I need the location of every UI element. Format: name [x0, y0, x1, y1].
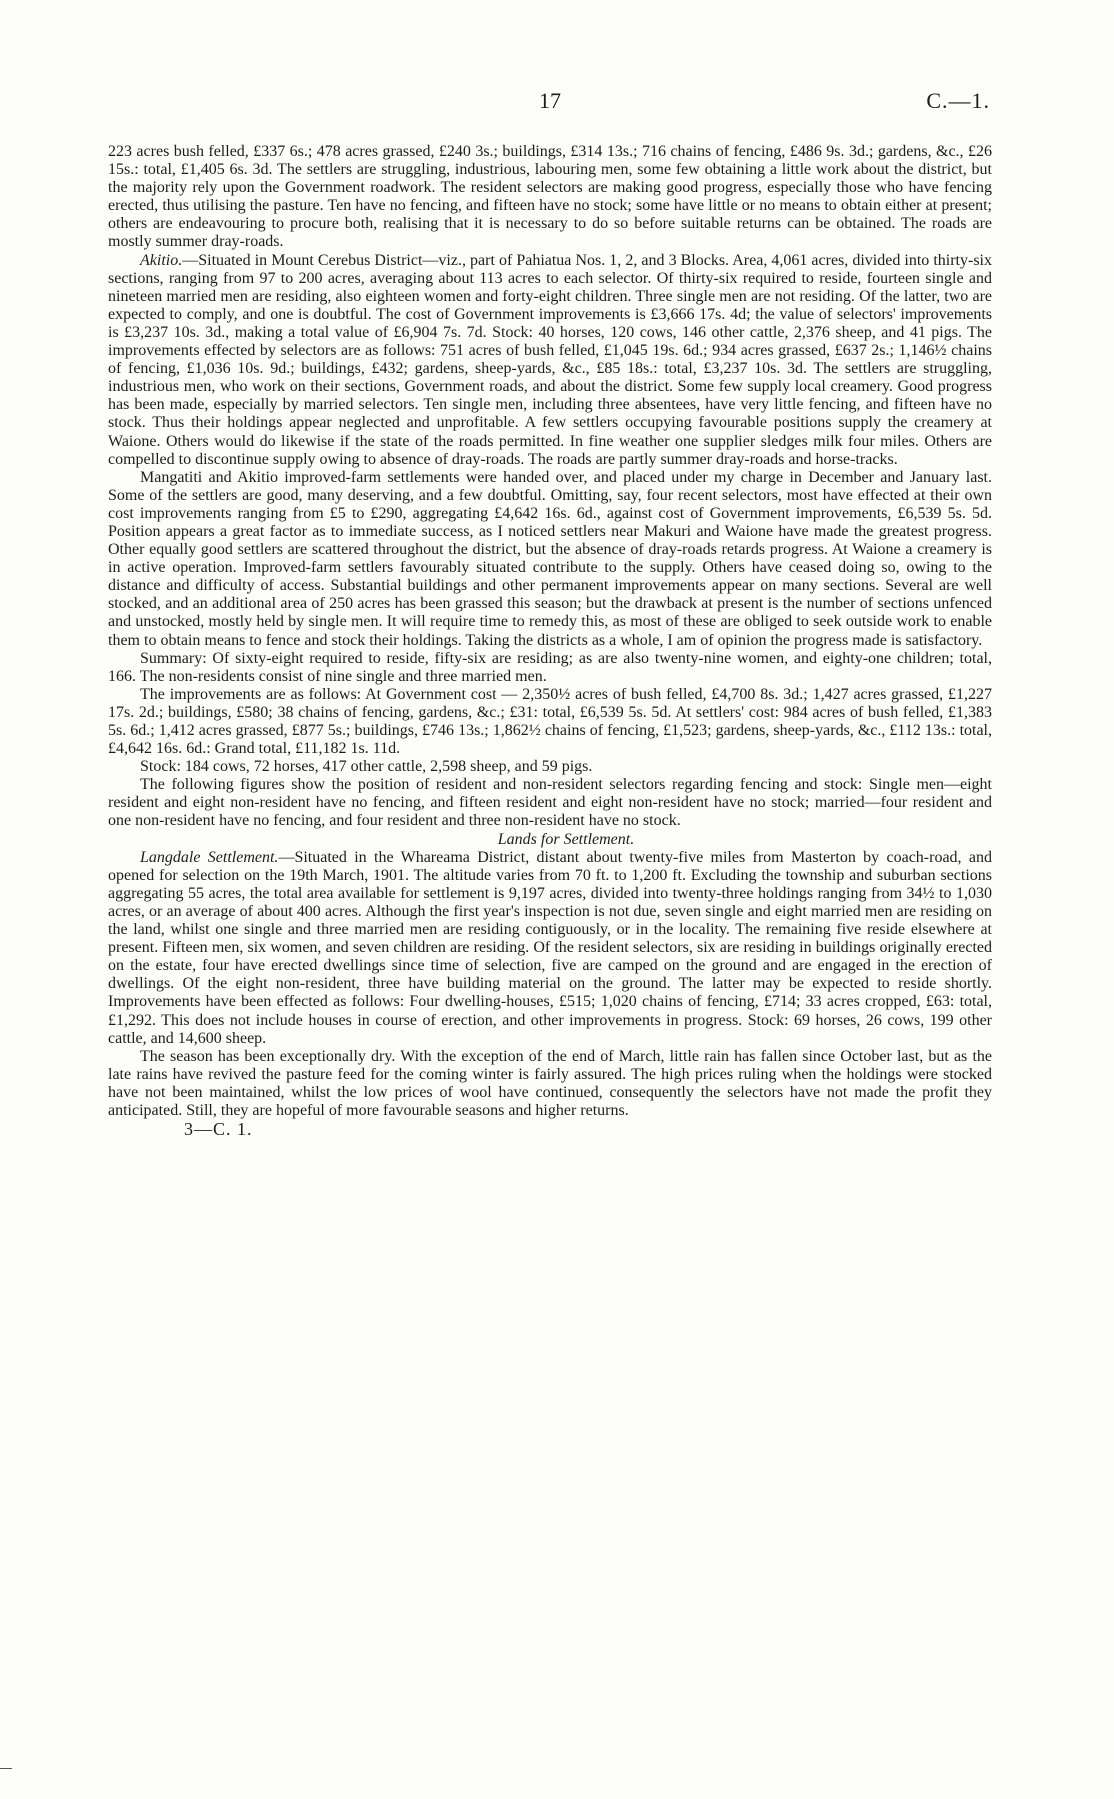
report-code: C.—1. — [926, 88, 990, 113]
page-number: 17 — [539, 88, 561, 113]
paragraph-season: The season has been exceptionally dry. With the exception of the end of March, little rain has fallen since October last, but as the late rains have revived the pasture feed for the coming winter is fairly assured. The high prices ruling when the holdings were stocked have not been maintained, whilst the low prices of wool have continued, consequently the selectors have not made the profit they anticipated. Still, they are hopeful of more favourable seasons and higher returns. — [108, 1047, 992, 1119]
section-heading: Lands for Settlement. — [497, 830, 635, 848]
paragraph-akitio — [108, 252, 992, 469]
paragraph-continuation: 223 acres bush felled, £337 6s.; 478 acres grassed, £240 3s.; buildings, £314 13s.; 716 chains of fencing, £486 9s. 3d.; gardens, &c., £26 15s.: total, £1,405 6s. 3d. The settlers are struggling, industrious, labouring men, some few obtaining a little work about the district, but the majority rely upon the Government roadwork. The resident selectors are making good progress, especially those who have fencing erected, thus utilising the pasture. Ten have no fencing, and fifteen have no stock; some have little or no means to obtain either at present; others are endeavouring to procure both, realising that it is necessary to do so before suitable returns can be obtained. The roads are mostly summer dray-roads. — [108, 143, 992, 251]
paragraph-langdale — [108, 849, 992, 1048]
paragraph-improvements: The improvements are as follows: At Government cost — 2,350½ acres of bush felled, £4,700 8s. 3d.; 1,427 acres grassed, £1,227 17s. 2d.; buildings, £580; 38 chains of fencing, gardens, &c.; £31: total, £6,539 5s. 5d. At settlers' cost: 984 acres of bush felled, £1,383 5s. 6d.; 1,412 acres grassed, £877 5s.; buildings, £746 13s.; 1,862½ chains of fencing, £1,523; gardens, sheep-yards, &c., £112 13s.: total, £4,642 16s. 6d.: Grand total, £11,182 1s. 11d. — [108, 685, 992, 758]
paragraph-mangatiti-akitio: Mangatiti and Akitio improved-farm settlements were handed over, and placed under my charge in December and January last. Some of the settlers are good, many deserving, and a few doubtful. Omitting, say, four recent selectors, most have effected at their own cost improvements ranging from £5 to £290, aggregating £4,642 16s. 6d., against cost of Government improvements, £6,539 5s. 5d. Position appears a great factor as to immediate success, as I noticed settlers near Makuri and Waione have made the greatest progress. Other equally good settlers are scattered throughout the district, but the absence of dray-roads retards progress. At Waione a creamery is in active operation. Improved-farm settlers favourably situated contribute to the supply. Others have ceased doing so, owing to the distance and difficulty of access. Substantial buildings and other permanent improvements appear on many sections. Several are well stocked, and an additional area of 250 acres has been grassed this season; but the drawback at present is the number of sections unfenced and unstocked, mostly held by single men. It will require time to remedy this, as most of these are obliged to seek outside work to enable them to obtain means to fence and stock their holdings. Taking the districts as a whole, I am of opinion the progress made is satisfactory. — [108, 468, 992, 649]
page-header — [108, 88, 992, 118]
langdale-text: —Situated in the Whareama District, distant about twenty-five miles from Masterton by coach-road, and opened for selection on the 19th March, 1901. The altitude varies from 70 ft. to 1,200 ft. Excluding the township and suburban sections aggregating 55 acres, the total area available for settlement is 9,197 acres, divided into twenty-three holdings ranging from 34½ to 1,030 acres, or an average of about 400 acres. Although the first year's inspection is not due, seven single and eight married men are residing on the land, whilst one single and three married men are residing contiguously, or in the locality. The remaining five reside elsewhere at present. Fifteen men, six women, and seven children are residing. Of the resident selectors, six are residing in buildings originally erected on the estate, four have erected dwellings since time of selection, five are camped on the ground and are engaged in the erection of dwellings. Of the eight non-resident, three have building material on the ground. The latter may be expected to reside shortly. Improvements have been effected as follows: Four dwelling-houses, £515; 1,020 chains of fencing, £714; 33 acres cropped, £63: total, £1,292. This does not include houses in course of erection, and other improvements in progress. Stock: 69 horses, 26 cows, 199 other cattle, and 14,600 sheep. — [108, 848, 992, 1047]
margin-rule — [0, 1768, 12, 1769]
paragraph-stock: Stock: 184 cows, 72 horses, 417 other cattle, 2,598 sheep, and 59 pigs. — [140, 758, 593, 776]
akitio-title: Akitio. — [140, 251, 183, 269]
akitio-text: —Situated in Mount Cerebus District—viz., part of Pahiatua Nos. 1, 2, and 3 Blocks. Area, 4,061 acres, divided into thirty-six sections, ranging from 97 to 200 acres, averaging about 113 acres to each selector. Of thirty-six required to reside, fourteen single and nineteen married men are residing, also eighteen women and forty-eight children. Three single men are not residing. Of the latter, two are expected to comply, and one is doubtful. The cost of Government improvements is £3,666 17s. 4d; the value of selectors' improvements is £3,237 10s. 3d., making a total value of £6,904 7s. 7d. Stock: 40 horses, 120 cows, 146 other cattle, 2,376 sheep, and 41 pigs. The improvements effected by selectors are as follows: 751 acres of bush felled, £1,045 19s. 6d.; 934 acres grassed, £637 2s.; 1,146½ chains of fencing, £1,036 10s. 9d.; buildings, £432; gardens, sheep-yards, &c., £85 18s.: total, £3,237 10s. 3d. The settlers are struggling, industrious men, who work on their sections, Government roads, and about the district. Some few supply local creamery. Good progress has been made, especially by married selectors. Ten single men, including three absentees, have very little fencing, and fifteen have no stock. Thus their holdings appear neglected and unprofitable. A few settlers occupying favourable positions supply the creamery at Waione. Others would do likewise if the state of the roads permitted. In fine weather one supplier sledges milk four miles. Others are compelled to discontinue supply owing to absence of dray-roads. The roads are partly summer dray-roads and horse-tracks. — [108, 251, 992, 468]
paragraph-fencing-stock-position: The following figures show the position of resident and non-resident selectors regarding fencing and stock: Single men—eight resident and eight non-resident have no fencing, and fifteen resident and eight non-resident have no stock; married—four resident and one non-resident have no fencing, and four resident and three non-resident have no stock. — [108, 776, 992, 830]
signature-mark: 3—C. 1. — [184, 1119, 253, 1140]
paragraph-summary: Summary: Of sixty-eight required to reside, fifty-six are residing; as are also twenty-nine women, and eighty-one children; total, 166. The non-residents consist of nine single and three married men. — [108, 649, 992, 685]
body-text — [108, 143, 992, 1138]
langdale-title: Langdale Settlement. — [140, 848, 279, 866]
